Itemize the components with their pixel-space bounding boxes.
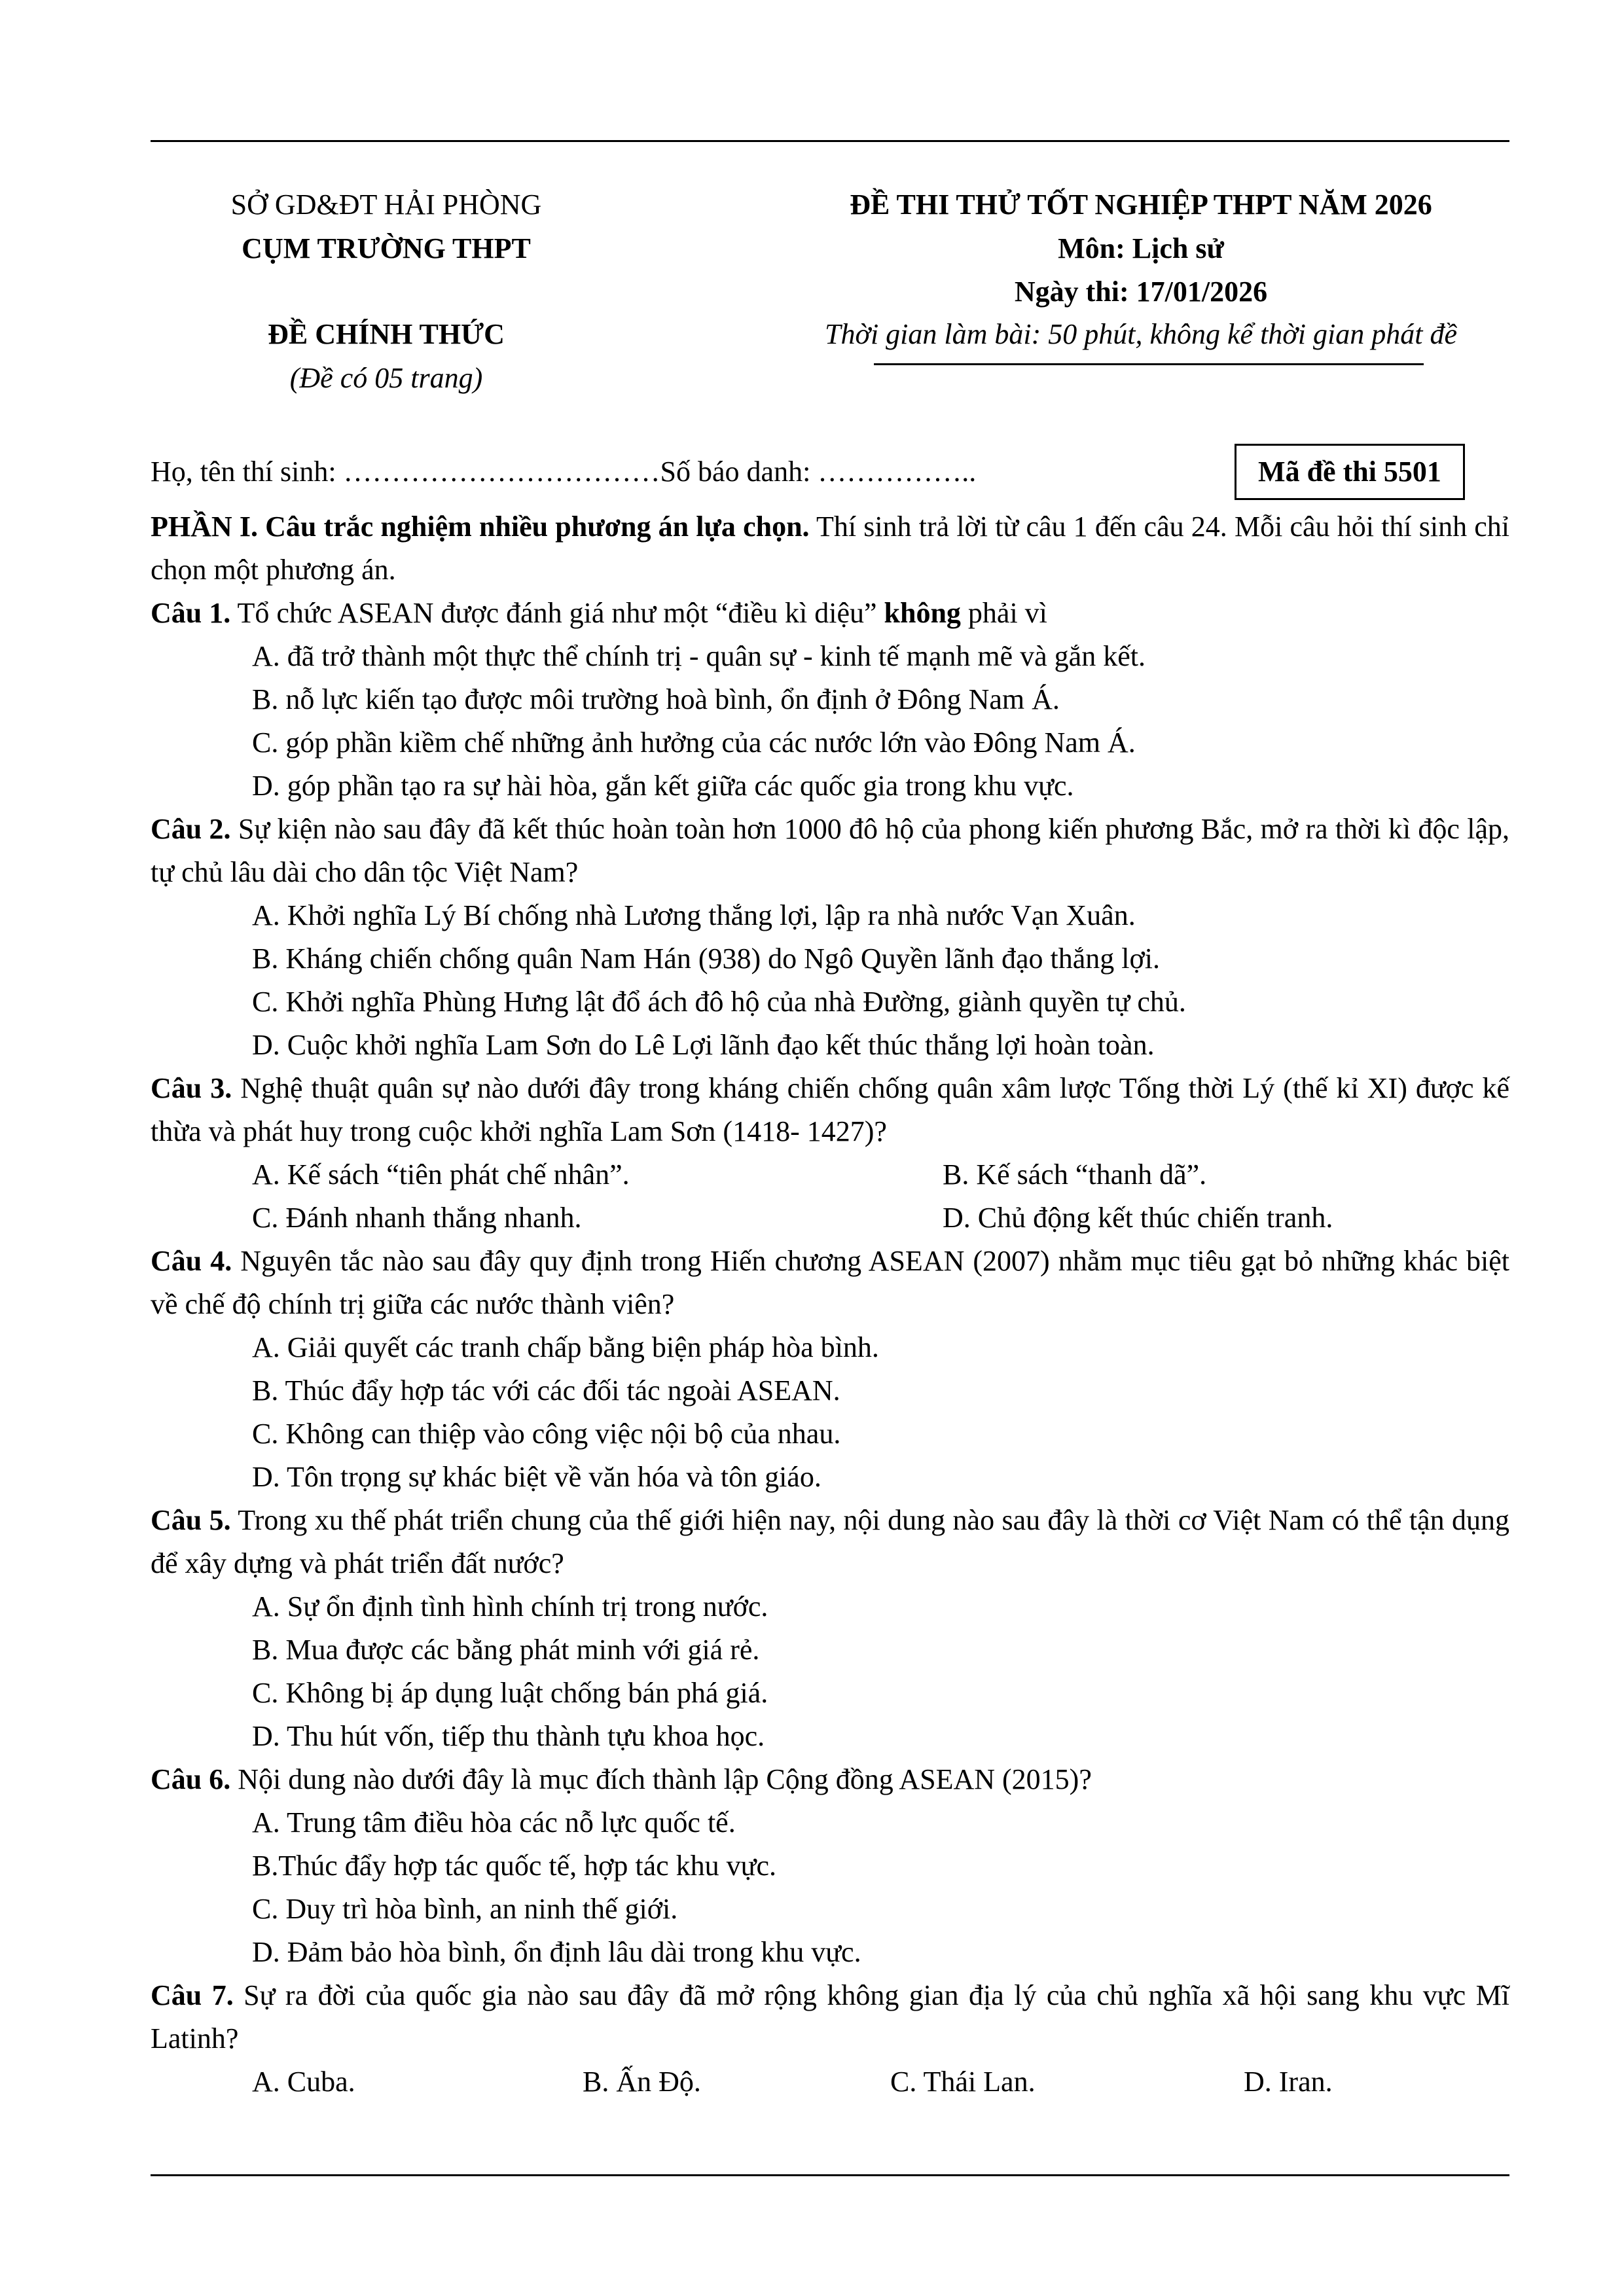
option-c: C. Không can thiệp vào công việc nội bộ của nhau. [252,1418,841,1450]
option-d: D. Cuộc khởi nghĩa Lam Sơn do Lê Lợi lãnh đạo kết thúc thắng lợi hoàn toàn. [252,1029,1155,1061]
school-cluster: CỤM TRƯỜNG THPT [242,232,531,264]
option-b: B. Ấn Độ. [583,2066,701,2098]
question-text: Trong xu thế phát triển chung của thế giới hiện nay, nội dung nào sau đây là thời cơ Việt Nam có thể tận dụng để xây dựng và phát triển đất nước? [151,1504,1509,1579]
option-a: A. Cuba. [252,2066,355,2098]
question-4 [151,1240,1509,1326]
option-b: B. Thúc đẩy hợp tác với các đối tác ngoài ASEAN. [252,1374,840,1407]
question-2 [151,808,1509,894]
exam-date: Ngày thi: 17/01/2026 [1014,276,1268,308]
question-label: Câu 5. [151,1504,231,1536]
option-d: D. Iran. [1244,2066,1333,2098]
question-5 [151,1499,1509,1585]
option-a: A. Khởi nghĩa Lý Bí chống nhà Lương thắng lợi, lập ra nhà nước Vạn Xuân. [252,899,1136,931]
option-c: C. góp phần kiềm chế những ảnh hưởng của các nước lớn vào Đông Nam Á. [252,726,1136,759]
part-1-instruction: Thí sinh trả lời từ câu 1 đến câu 24. Mỗi câu hỏi thí sinh chỉ chọn một phương án. [151,511,1510,586]
student-info-line: Họ, tên thí sinh: ……………………………Số báo danh: …………….. [151,456,977,488]
question-6 [151,1758,1509,1801]
option-a: A. Sự ổn định tình hình chính trị trong nước. [252,1590,768,1623]
option-c: C. Khởi nghĩa Phùng Hưng lật đổ ách đô hộ của nhà Đường, giành quyền tự chủ. [252,986,1186,1018]
top-rule [151,140,1509,142]
official-exam-label: ĐỀ CHÍNH THỨC [268,318,505,350]
question-text: Nội dung nào dưới đây là mục đích thành lập Cộng đồng ASEAN (2015)? [230,1763,1092,1795]
option-a: A. Kế sách “tiên phát chế nhân”. [252,1158,630,1191]
question-3 [151,1067,1509,1153]
option-c: C. Duy trì hòa bình, an ninh thế giới. [252,1893,678,1925]
option-b: B. Kế sách “thanh dã”. [943,1158,1207,1191]
exam-code-box: Mã đề thi 5501 [1235,444,1465,500]
option-d: D. góp phần tạo ra sự hài hòa, gắn kết giữa các quốc gia trong khu vực. [252,770,1074,802]
bottom-rule [151,2174,1509,2176]
option-row [151,1196,1509,1240]
question-label: Câu 4. [151,1245,232,1277]
question-label: Câu 7. [151,1979,234,2011]
option-d: D. Thu hút vốn, tiếp thu thành tựu khoa học. [252,1720,765,1752]
option-d: D. Chủ động kết thúc chiến tranh. [943,1202,1333,1234]
option-b: B. Mua được các bằng phát minh với giá rẻ. [252,1634,760,1666]
option-a: A. Giải quyết các tranh chấp bằng biện pháp hòa bình. [252,1331,879,1363]
option-row [151,1153,1509,1196]
time-allowed: Thời gian làm bài: 50 phút, không kể thời gian phát đề [824,318,1457,350]
option-d: D. Tôn trọng sự khác biệt về văn hóa và tôn giáo. [252,1461,821,1493]
department-name: SỞ GD&ĐT HẢI PHÒNG [230,188,542,221]
exam-title: ĐỀ THI THỬ TỐT NGHIỆP THPT NĂM 2026 [850,188,1432,221]
question-text: Sự ra đời của quốc gia nào sau đây đã mở rộng không gian địa lý của chủ nghĩa xã hội sang khu vực Mĩ Latinh? [151,1979,1509,2054]
part-1-title: PHẦN I. Câu trắc nghiệm nhiều phương án lựa chọn. [151,511,810,543]
option-c: C. Đánh nhanh thắng nhanh. [252,1202,582,1234]
question-text: Nghệ thuật quân sự nào dưới đây trong kháng chiến chống quân xâm lược Tống thời Lý (thế kỉ XI) được kế thừa và phát huy trong cuộc khởi nghĩa Lam Sơn (1418- 1427)? [151,1072,1509,1147]
exam-content [151,505,1509,2104]
subject: Môn: Lịch sử [1058,232,1224,264]
question-text: Sự kiện nào sau đây đã kết thúc hoàn toàn hơn 1000 đô hộ của phong kiến phương Bắc, mở ra thời kì độc lập, tự chủ lâu dài cho dân tộc Việt Nam? [151,813,1509,888]
option-b: B.Thúc đẩy hợp tác quốc tế, hợp tác khu vực. [252,1850,777,1882]
question-text: Tổ chức ASEAN được đánh giá như một “điều kì diệu” [230,597,884,629]
question-label: Câu 2. [151,813,231,845]
option-b: B. Kháng chiến chống quân Nam Hán (938) do Ngô Quyền lãnh đạo thắng lợi. [252,942,1160,975]
question-text: Nguyên tắc nào sau đây quy định trong Hiến chương ASEAN (2007) nhằm mục tiêu gạt bỏ những khác biệt về chế độ chính trị giữa các nước thành viên? [151,1245,1510,1320]
option-row [151,2060,1509,2104]
option-a: A. Trung tâm điều hòa các nỗ lực quốc tế. [252,1806,736,1839]
option-c: C. Không bị áp dụng luật chống bán phá giá. [252,1677,768,1709]
option-b: B. nỗ lực kiến tạo được môi trường hoà bình, ổn định ở Đông Nam Á. [252,683,1060,715]
page-count-note: (Đề có 05 trang) [289,362,483,394]
question-label: Câu 6. [151,1763,231,1795]
title-underline [874,363,1424,365]
question-emphasis: không [884,597,961,629]
option-c: C. Thái Lan. [890,2066,1036,2098]
option-a: A. đã trở thành một thực thể chính trị - quân sự - kinh tế mạnh mẽ và gắn kết. [252,640,1146,672]
question-7 [151,1974,1509,2060]
question-label: Câu 1. [151,597,231,629]
question-label: Câu 3. [151,1072,232,1104]
question-text: phải vì [960,597,1047,629]
question-1 [151,592,1509,635]
part-1-heading [151,505,1509,592]
option-d: D. Đảm bảo hòa bình, ổn định lâu dài trong khu vực. [252,1936,861,1968]
